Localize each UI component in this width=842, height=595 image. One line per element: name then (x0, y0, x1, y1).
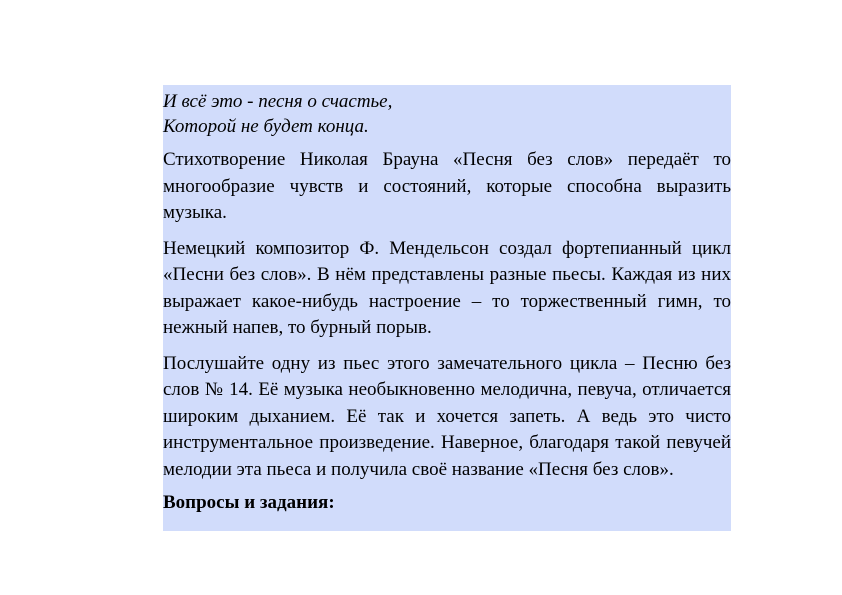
text-block (163, 85, 731, 531)
poem-line-2: Которой не будет конца. (163, 116, 369, 137)
questions-heading: Вопросы и задания: (163, 492, 335, 513)
paragraph-braun-poem: Стихотворение Николая Брауна «Песня без слов» передаёт то многообразие чувств и состояний, которые способна выразить музыка. (163, 149, 731, 223)
paragraph-mendelssohn-cycle: Немецкий композитор Ф. Мендельсон создал фортепианный цикл «Песни без слов». В нём представлены разные пьесы. Каждая из них выражает какое-нибудь настроение – то торжественный гимн, то нежный напев, то бурный порыв. (163, 237, 731, 338)
paragraph-song-14: Послушайте одну из пьес этого замечательного цикла – Песню без слов № 14. Её музыка необыкновенно мелодична, певуча, отличается широким дыханием. Её так и хочется запеть. А ведь это чисто инструментальное произведение. Наверное, благодаря такой певучей мелодии эта пьеса и получила своё название «Песня без слов». (163, 352, 731, 480)
poem-line-1: И всё это - песня о счастье, (163, 91, 393, 112)
